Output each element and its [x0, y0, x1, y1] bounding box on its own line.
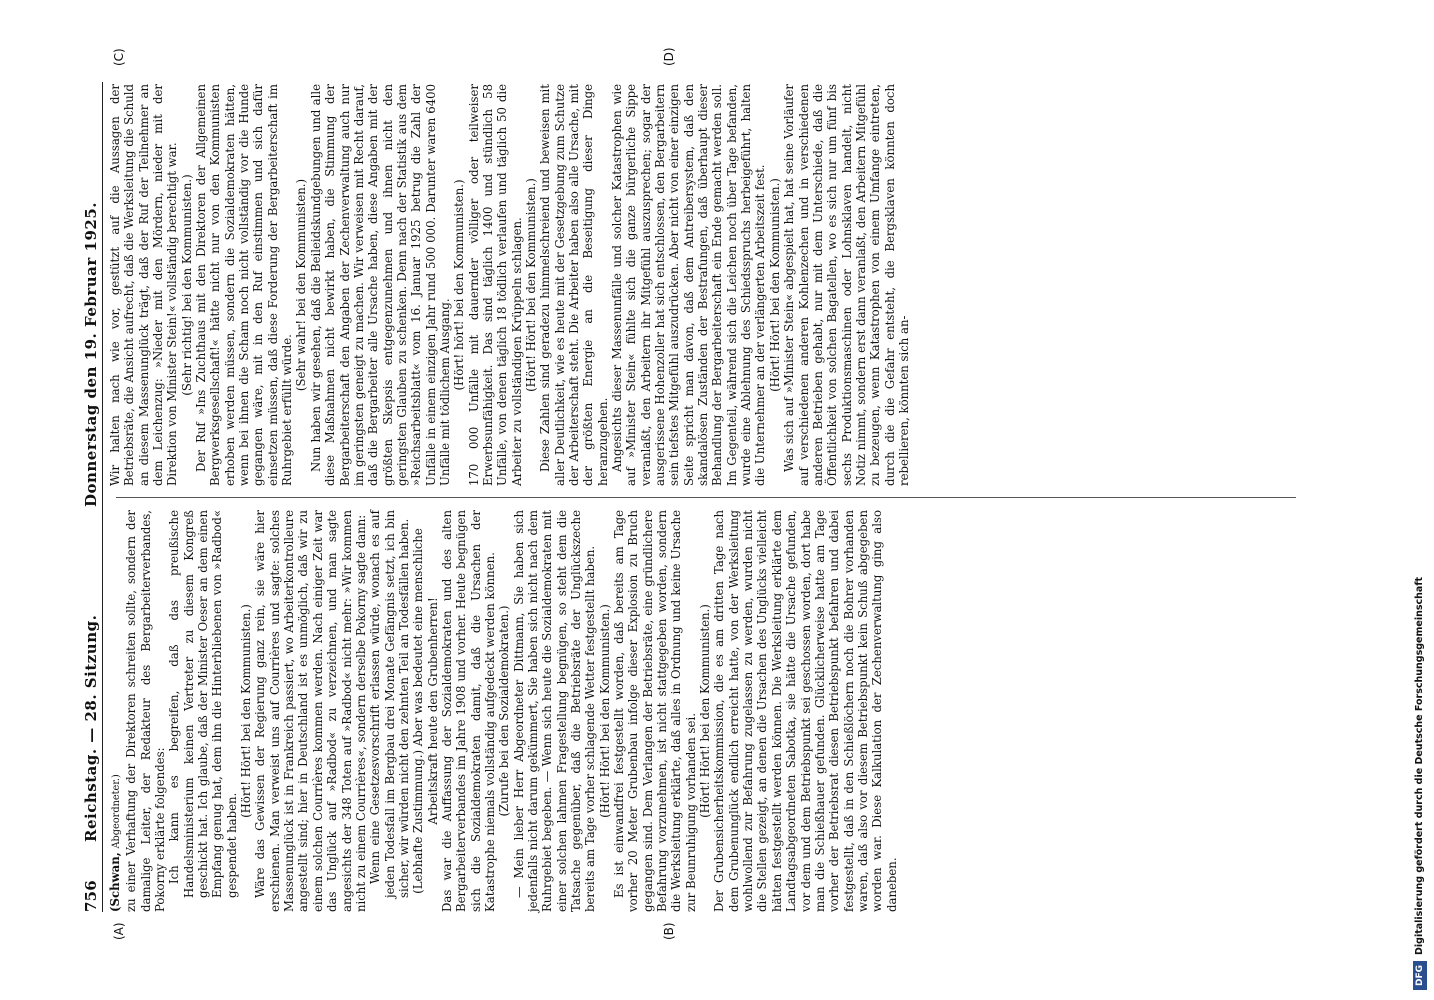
paragraph: Das war die Auffassung der Sozialdemokraten und des alten Bergarbeiterverbandes im Jahre 1908 und vorher. Heute begnügen sich die Sozialdemokraten damit, daß die Ursachen der Katastrophe niemals vollständig aufgedeckt werden können. [439, 510, 497, 912]
header-left-title: Reichstag. — 28. Sitzung. [82, 614, 100, 842]
interjection: (Hört! Hört! bei den Kommunisten.) [767, 178, 782, 392]
paragraph: 170 000 Unfälle mit dauernder völliger oder teilweiser Erwerbsunfähigkeit. Das sind täglich 1400 und stündlich 58 Unfälle, von denen täglich 18 tödlich verlaufen und täglich 50 die Arbeiter zu vollständigen Krüppeln schlagen. [466, 84, 524, 486]
paragraph: Wäre das Gewissen der Regierung ganz rein, sie wäre hier erschienen. Man verweist uns auf Courrières und sagte: solches Massenunglück ist in Frankreich passiert, wo Arbeiterkontrolleure angestellt sind; hier in Deutschland ist es unmöglich, daß wir zu einem solchen Courrières kommen werden. Nach einiger Zeit war das Unglück auf »Radbod« zu verzeichnen, und man sagte angesichts der 348 Toten auf »Radbod« nicht mehr: »Wir kommen nicht zu einem Courrières«, sondern derselbe Pokorny sagte dann: [253, 510, 368, 912]
paragraph: Was sich auf »Minister Stein« abgespielt hat, hat seine Vorläufer auf verschiedenen anderen Kohlenzechen und in verschiedenen anderen Betrieben gehabt, nur mit dem Unterschiede, daß die Öffentlichkeit von solchen Bagatellen, wo es sich nur um fünf bis sechs Produktionsmaschinen oder Lohnsklaven handelt, nicht Notiz nimmt, sondern erst dann veranlaßt, den Arbeitern Mitgefühl zu bezeugen, wenn Katastrophen von einem Umfange eintreten, durch die die Gefahr entsteht, die Bergsklaven könnten doch rebellieren, könnten sich an- [782, 84, 911, 486]
right-column [108, 84, 911, 486]
quoted-paragraph: Wenn eine Gesetzesvorschrift erlassen würde, wonach es auf jeden Todesfall im Bergbau drei Monate Gefängnis setzt, ich bin sicher, wir würden nicht den zehnten Teil an Todesfällen haben. [368, 510, 411, 898]
quoted-paragraph: Ich kann es begreifen, daß das preußische Handelsministerium keinen Vertreter zu diesem Kongreß geschickt hat. Ich glaube, daß der Minister Oeser an dem einen Empfang genug hat, dem ihn die Hinterbliebenen von »Radbod« gespendet haben. [167, 510, 239, 898]
funding-credit: Digitalisierung gefördert durch die Deutsche Forschungsgemeinschaft [1414, 577, 1425, 955]
paragraph: Es ist einwandfrei festgestellt worden, daß bereits am Tage vorher 20 Meter Grubenbau infolge dieser Explosion zu Bruch gegangen sind. Dem Verlangen der Betriebsräte, eine gründlichere Befahrung vorzunehmen, ist nicht stattgegeben worden, sondern die Werksleitung erklärte, daß alles in Ordnung und keine Ursache zur Beunruhigung vorhanden sei. [612, 510, 698, 912]
interjection: (Zurufe bei den Sozialdemokraten.) [497, 605, 512, 817]
paragraph: Wir halten nach wie vor, gestützt auf die Aussagen der Betriebsräte, die Ansicht aufrecht, daß die Werksleitung die Schuld an diesem Massenunglück trägt, daß der Ruf der Teilnehmer an dem Leichenzug: »Nieder mit den Mördern, nieder mit der Direktion von Minister Stein!« vollständig berechtigt war. [108, 84, 180, 486]
paragraph: zu einer Verhaftung der Direktoren schreiten sollte, sondern der damalige Leiter, der Redakteur des Bergarbeiterverbandes, Pokorny erklärte folgendes: [124, 510, 168, 912]
paragraph: Der Ruf »Ins Zuchthaus mit den Direktoren der Allgemeinen Bergwerksgesellschaft!« hätte nicht nur von den Kommunisten erhoben werden müssen, sondern die Sozialdemokraten hätten, wenn bei ihnen die Scham noch nicht vollständig vor die Hunde gegangen wäre, mit in den Ruf einstimmen und sich dafür einsetzen müssen, daß diese Forderung der Bergarbeiterschaft im Ruhrgebiet erfüllt würde. [194, 84, 295, 486]
interjection: (Hört! hört! bei den Kommunisten.) [452, 179, 467, 391]
interjection: (Lebhafte Zustimmung.) Aber was bedeutet eine menschliche Arbeitskraft heute den Grubenherren! [411, 528, 440, 894]
paragraph: Nun haben wir gesehen, daß die Beileidskundgebungen und alle diese Maßnahmen nicht bewirkt haben, die Stimmung der Bergarbeiterschaft den Angaben der Zechenverwaltung auch nur im geringsten geneigt zu machen. Wir verweisen mit Recht darauf, daß die Bergarbeiter alle Ursache haben, diese Angaben mit der größten Skepsis entgegenzunehmen und ihnen nicht den geringsten Glauben zu schenken. Denn nach der Statistik aus dem »Reichsarbeitsblatt« vom 16. Januar 1925 betrug die Zahl der Unfälle in einem einzigen Jahr rund 500 000. Darunter waren 6400 Unfälle mit tödlichem Ausgang. [308, 84, 452, 486]
interjection: (Hört! Hört! bei den Kommunisten.) [239, 604, 254, 818]
page-number: 756 [82, 880, 100, 912]
digitization-note [1408, 10, 1428, 990]
paragraph: Diese Zahlen sind geradezu himmelschreiend und beweisen mit aller Deutlichkeit, wie es heute mit der Gesetzgebung zum Schutze der Arbeiterschaft steht. Die Arbeiter haben also alle Ursache, mit der größten Energie an die Beseitigung dieser Dinge heranzugehen. [538, 84, 610, 486]
margin-marker-b: (B) [662, 922, 676, 940]
speaker-name: (Schwan, [108, 852, 122, 912]
interjection: (Hört! Hört! bei den Kommunisten.) [698, 604, 713, 818]
paragraph: — Mein lieber Herr Abgeordneter Dittmann, Sie haben sich jedenfalls nicht darum gekümmert, Sie haben sich nicht nach dem Ruhrgebiet begeben. — Wenn sich heute die Sozialdemokraten mit einer solchen lahmen Fragestellung begnügen, so steht dem die Tatsache gegenüber, daß die Betriebsräte der Unglückszeche bereits am Tage vorher schlagende Wetter festgestellt haben. [511, 510, 598, 912]
paragraph: Der Grubensicherheitskommission, die es am dritten Tage nach dem Grubenunglück endlich erreicht hatte, von der Werksleitung wohlwollend zur Befahrung zugelassen zu werden, wurden nicht die Stellen gezeigt, an denen die Ursachen des Unglücks vielleicht hätten festgestellt werden können. Die Werksleitung erklärte dem Landtagsabgeordneten Sabotka, sie hätte die Ursache gefunden, vor dem und dem Betriebspunkt sei geschossen worden, dort habe man die Schießhauer gefunden. Glücklicherweise hatte am Tage vorher der Betriebsrat diesen Betriebspunkt befahren und dabei festgestellt, daß in den Schießlöchern noch die Bohrer vorhanden waren, daß also vor diesem Betriebspunkt kein Schuß abgegeben worden war. Diese Kalkulation der Zechenverwaltung ging also daneben. [712, 510, 899, 912]
paragraph: Angesichts dieser Massenunfälle und solcher Katastrophen wie auf »Minister Stein« fühlte sich die ganze bürgerliche Sippe veranlaßt, den Arbeitern ihr Mitgefühl auszusprechen; sogar der ausgerissene Hohenzoller hat sich entschlossen, den Bergarbeitern sein tiefstes Mitgefühl auszudrücken. Aber nicht von einer einzigen Seite spricht man davon, daß dem Antreibersystem, daß den skandalösen Zuständen der Bestrafungen, daß überhaupt dieser Behandlung der Bergarbeiterschaft ein Ende gemacht werden soll. Im Gegenteil, während sich die Leichen noch über Tage befanden, wurde eine Ablehnung des Schiedsspruchs herbeigeführt, halten die Unternehmer an der verlängerten Arbeitszeit fest. [610, 84, 768, 486]
margin-marker-c: (C) [112, 48, 126, 66]
dfg-logo: DFG [1413, 961, 1427, 990]
header-right-title: Donnerstag den 19. Februar 1925. [82, 202, 100, 508]
interjection: (Hört! Hört! bei den Kommunisten.) [523, 178, 538, 392]
margin-marker-d: (D) [662, 47, 676, 66]
header-rule [102, 82, 103, 912]
left-column [108, 510, 899, 912]
interjection: (Hört! Hört! bei den Kommunisten.) [597, 604, 612, 818]
running-header [82, 82, 104, 912]
speaker-role: Abgeordneter.) [111, 774, 122, 849]
interjection: (Sehr richtig! bei den Kommunisten.) [179, 174, 194, 396]
digitization-note-text [1410, 10, 1430, 990]
column-separator [116, 497, 1296, 498]
margin-marker-a: (A) [112, 922, 126, 940]
speaker-line [108, 510, 124, 912]
page-body [82, 47, 1302, 940]
interjection: (Sehr wahr! bei den Kommunisten.) [294, 178, 309, 392]
